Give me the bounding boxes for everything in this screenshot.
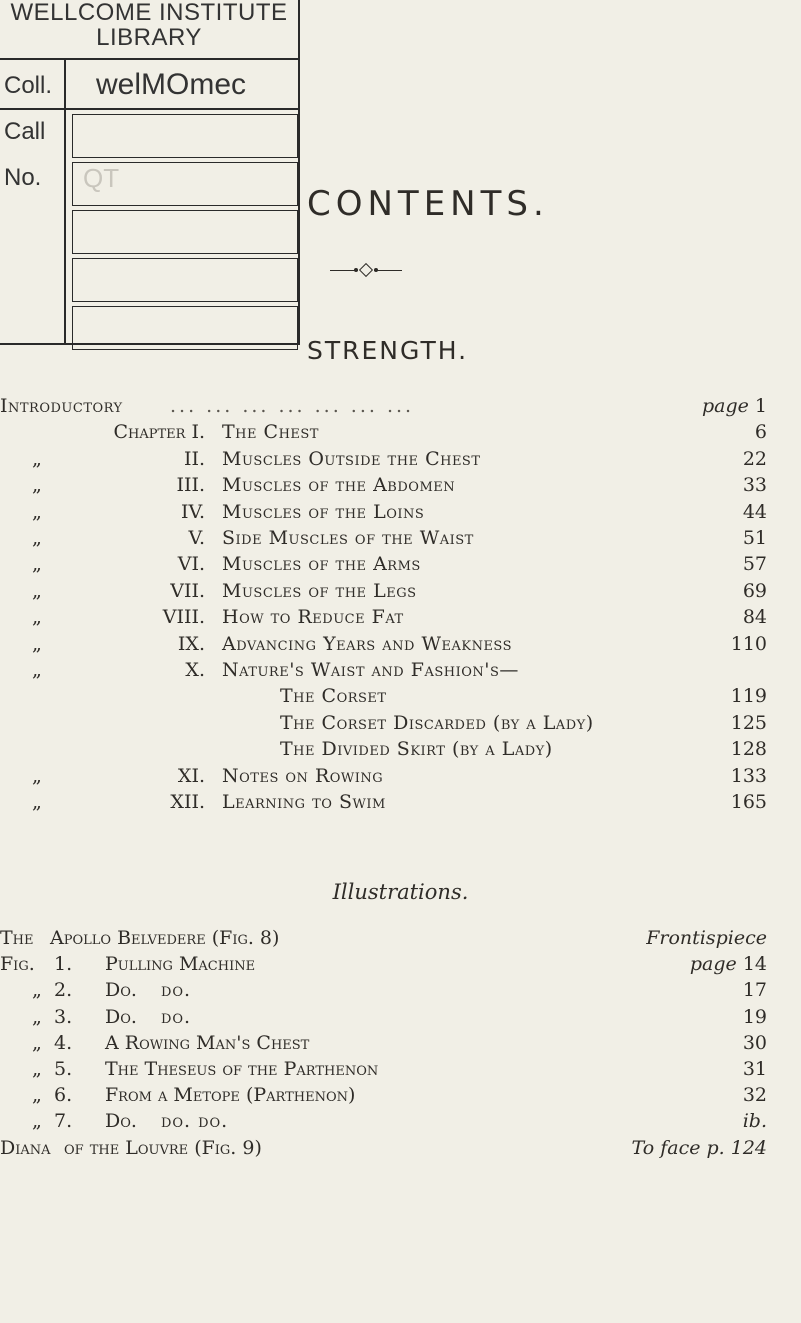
chapter-title: Nature's Waist and Fashion's—: [222, 659, 519, 681]
ditto-word: do.: [160, 1005, 192, 1028]
chapter-numeral: IV.: [181, 500, 205, 523]
page-number: [731, 789, 767, 815]
illustration-page: [743, 1004, 767, 1030]
toc-row: [0, 710, 801, 736]
chapter-numeral: VIII.: [162, 606, 205, 629]
page-prefix: page: [702, 395, 749, 417]
ditto-mark: „: [32, 1110, 42, 1133]
page-value: 69: [742, 579, 767, 602]
page-value: 32: [742, 1084, 767, 1107]
chapter-title: Notes on Rowing: [222, 764, 384, 787]
figure-number: 1.: [54, 953, 73, 976]
page-number: [743, 578, 767, 604]
toc-row: [0, 499, 801, 525]
illustration-title: Do. do. do.: [105, 1110, 229, 1133]
toc-row: [0, 525, 801, 551]
illustration-title: From a Metope (Parthenon): [105, 1084, 356, 1107]
ditto-mark: „: [32, 1058, 42, 1080]
toc-row: [0, 446, 801, 472]
page-number: [731, 683, 767, 709]
chapter-numeral: Chapter I.: [113, 421, 205, 444]
stamp-column-divider: [64, 60, 66, 343]
ditto-word: do.: [160, 979, 192, 1002]
chapter-numeral: III.: [176, 474, 205, 497]
page-value: 31: [742, 1058, 767, 1080]
page-value: 19: [742, 1005, 767, 1028]
toc-row: [0, 472, 801, 498]
illustration-page: [743, 1030, 767, 1056]
page-number: [731, 763, 767, 789]
chapter-numeral: VI.: [177, 553, 205, 576]
illustration-page: [743, 977, 767, 1003]
page-value: 84: [742, 606, 767, 629]
illustration-row: [0, 977, 801, 1003]
chapter-title: The Corset: [280, 685, 387, 708]
page-title: CONTENTS.: [307, 184, 549, 224]
stamp-box: [72, 162, 298, 206]
ditto-mark: „: [32, 659, 42, 681]
ditto-mark: „: [32, 500, 42, 523]
illustration-label: [0, 1135, 51, 1161]
figure-number: 3.: [54, 1005, 73, 1028]
toc-row: [0, 393, 801, 419]
chapter-title: Muscles of the Abdomen: [222, 474, 456, 497]
page-number: [731, 736, 767, 762]
figure-number: 6.: [54, 1084, 73, 1107]
figure-number: 2.: [54, 979, 73, 1002]
illustration-page: [743, 1082, 767, 1108]
ditto-mark: „: [32, 1031, 42, 1054]
illustration-prefix: Fig.: [0, 953, 35, 976]
leader-dots: ... ... ... ... ... ... ...: [170, 395, 415, 417]
toc-row: [0, 657, 801, 683]
page-value: ib.: [742, 1110, 767, 1133]
stamp-call-label: Call: [4, 118, 46, 145]
ditto-mark: „: [32, 979, 42, 1002]
illustration-title: Do. do.: [105, 979, 192, 1002]
page-value: Frontispiece: [646, 927, 767, 949]
toc-row: [0, 763, 801, 789]
page-number: [743, 525, 767, 551]
page-value: 30: [742, 1031, 767, 1054]
page-prefix: To face p. 124: [631, 1136, 767, 1159]
illustration-row: [0, 1004, 801, 1030]
chapter-title: Learning to Swim: [222, 791, 386, 813]
illustration-page: [743, 1108, 767, 1134]
chapter-numeral: XII.: [170, 791, 205, 813]
stamp-box: [72, 306, 298, 350]
page-number: [743, 446, 767, 472]
illustration-prefix: The: [0, 927, 34, 949]
chapter-title: How to Reduce Fat: [222, 606, 404, 629]
chapter-numeral: IX.: [177, 632, 205, 655]
stamp-box: [72, 258, 298, 302]
chapter-numeral: VII.: [170, 579, 205, 602]
page-value: 119: [730, 685, 767, 708]
illustration-title: Do. do.: [105, 1005, 192, 1028]
toc-row: [0, 604, 801, 630]
page-number: [755, 419, 767, 445]
illustration-label: [0, 951, 73, 977]
illustration-prefix: Diana: [0, 1136, 51, 1159]
chapter-title: Side Muscles of the Waist: [222, 527, 474, 549]
page-value: 22: [742, 447, 767, 470]
chapter-title: The Divided Skirt (by a Lady): [280, 738, 553, 761]
illustration-page: [632, 1135, 767, 1161]
page-number: [702, 393, 767, 419]
page-value: 51: [742, 527, 767, 549]
ditto-mark: „: [32, 791, 42, 813]
page-value: 110: [730, 632, 767, 655]
chapter-title: Advancing Years and Weakness: [222, 632, 513, 655]
page-number: [731, 631, 767, 657]
toc-row: [0, 419, 801, 445]
toc-row: [0, 551, 801, 577]
page-value: 33: [742, 474, 767, 497]
chapter-title: The Chest: [222, 421, 319, 444]
chapter-title: Muscles of the Legs: [222, 579, 417, 602]
illustration-title: The Theseus of the Parthenon: [105, 1058, 379, 1080]
stamp-institute-line1: WELLCOME INSTITUTE: [10, 0, 288, 26]
illustration-row: [0, 1030, 801, 1056]
chapter-title: Muscles of the Arms: [222, 553, 421, 576]
toc-introductory: Introductory: [0, 395, 123, 417]
ditto-mark: „: [32, 579, 42, 602]
stamp-box: [72, 210, 298, 254]
page-number: [731, 710, 767, 736]
page-value: 17: [742, 979, 767, 1002]
illustration-title: Apollo Belvedere (Fig. 8): [50, 927, 280, 949]
ditto-mark: „: [32, 632, 42, 655]
page-value: 128: [730, 738, 767, 761]
page-value: 14: [742, 953, 767, 976]
stamp-no-label: No.: [4, 164, 42, 191]
ditto-mark: „: [32, 764, 42, 787]
library-stamp: [0, 0, 300, 345]
ditto-mark: „: [32, 447, 42, 470]
toc-row: [0, 578, 801, 604]
illustrations-heading: Illustrations.: [332, 880, 469, 904]
figure-number: 5.: [54, 1058, 73, 1080]
illustration-page: [646, 925, 767, 951]
ditto-mark: „: [32, 553, 42, 576]
page-value: 125: [730, 711, 767, 734]
chapter-numeral: X.: [185, 659, 205, 681]
chapter-numeral: V.: [188, 527, 205, 549]
illustration-row: [0, 1082, 801, 1108]
page-number: [743, 472, 767, 498]
illustration-page: [690, 951, 767, 977]
section-title: STRENGTH.: [307, 336, 469, 365]
ditto-mark: „: [32, 474, 42, 497]
ditto-mark: „: [32, 606, 42, 629]
ditto-word: do. do.: [160, 1110, 229, 1133]
page-value: 165: [730, 791, 767, 813]
illustration-row: [0, 1056, 801, 1082]
chapter-title: The Corset Discarded (by a Lady): [280, 711, 594, 734]
chapter-numeral: XI.: [177, 764, 205, 787]
stamp-institute-line2: LIBRARY: [96, 24, 202, 51]
stamp-coll-value: welMOmec: [96, 68, 247, 101]
illustration-row: [0, 925, 801, 951]
stamp-divider: [0, 108, 298, 110]
chapter-title: Muscles Outside the Chest: [222, 447, 481, 470]
page-number: [743, 499, 767, 525]
illustration-title: A Rowing Man's Chest: [105, 1031, 310, 1054]
stamp-coll-label: Coll.: [4, 72, 53, 99]
stamp-box: [72, 114, 298, 158]
page-value: 1: [754, 395, 767, 417]
stamp-faint-note: QT: [83, 163, 120, 193]
page-value: 133: [730, 764, 767, 787]
page-value: 44: [742, 500, 767, 523]
chapter-numeral: II.: [183, 447, 205, 470]
illustration-title: of the Louvre (Fig. 9): [64, 1136, 262, 1159]
illustration-label: [0, 925, 34, 951]
chapter-title: Muscles of the Loins: [222, 500, 425, 523]
toc-row: [0, 736, 801, 762]
page-number: [743, 551, 767, 577]
page-value: 57: [742, 553, 767, 576]
toc-row: [0, 789, 801, 815]
figure-number: 7.: [54, 1110, 73, 1133]
page-number: [743, 604, 767, 630]
illustration-title: Pulling Machine: [105, 953, 256, 976]
ornament-divider: [330, 265, 402, 275]
ditto-mark: „: [32, 1084, 42, 1107]
ditto-mark: „: [32, 527, 42, 549]
toc-row: [0, 631, 801, 657]
illustration-page: [743, 1056, 767, 1082]
illustration-row: [0, 1135, 801, 1161]
stamp-divider: [0, 58, 298, 60]
ditto-mark: „: [32, 1005, 42, 1028]
illustration-row: [0, 1108, 801, 1134]
toc-row: [0, 683, 801, 709]
stamp-institute: [0, 0, 298, 50]
page-prefix: page: [689, 953, 743, 976]
figure-number: 4.: [54, 1031, 73, 1054]
illustration-row: [0, 951, 801, 977]
page-value: 6: [754, 421, 767, 444]
